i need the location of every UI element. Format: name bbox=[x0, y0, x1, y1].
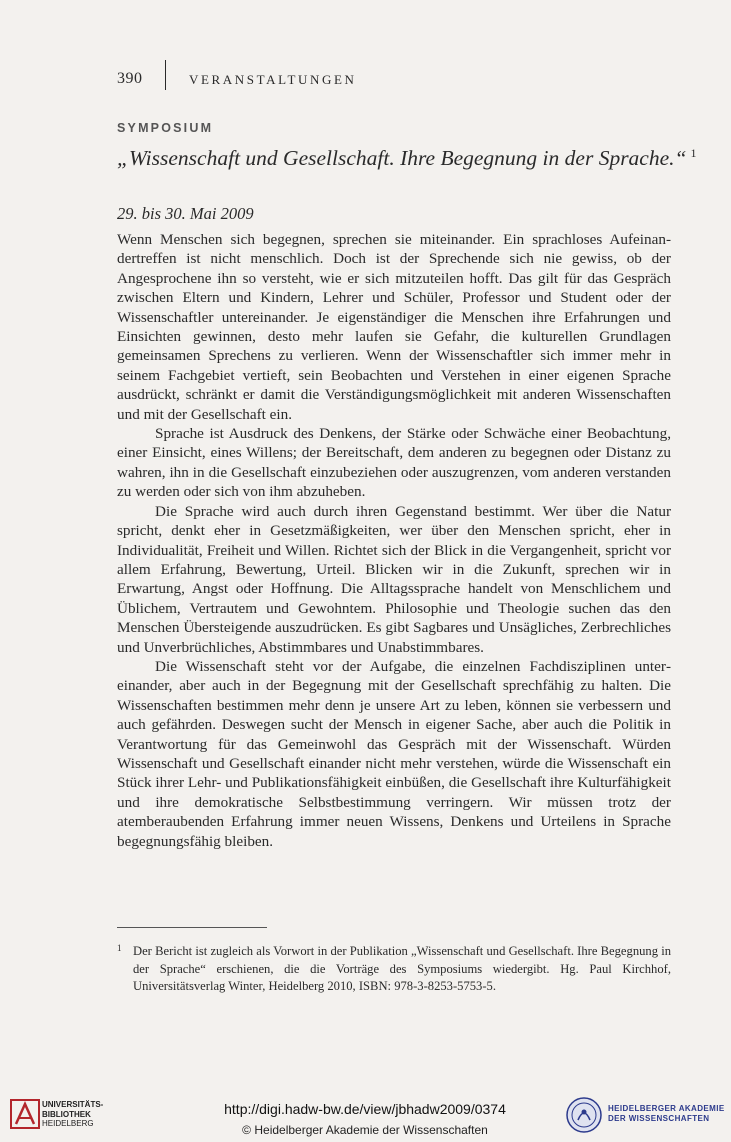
footnote-divider bbox=[117, 927, 267, 928]
footnote-text: Der Bericht ist zugleich als Vorwort in der Publikation „Wissenschaft und Gesellschaft. Ihre Begegnung in der Sprache“ erschienen, die die Vorträge des Symposiums wiedergibt. Hg. Paul Kirchhof, Universitätsverlag Winter, Heidelberg 2010, ISBN: 978-3-8253-5753-5. bbox=[133, 944, 671, 993]
library-name-line: HEIDELBERG bbox=[42, 1119, 94, 1128]
footnote-reference[interactable]: 1 bbox=[690, 146, 697, 160]
paragraph: Die Sprache wird auch durch ihren Gegenstand bestimmt. Wer über die Natur spricht, denkt eher in Gesetzmäßigkeiten, wer über den Menschen spricht, eher in Individualität, Freiheit und Willen. Richtet sich der Blick in die Vergangenheit, spricht vor allem Erfahrung, Bewertung, Urteil. Blicken wir in die Zukunft, sprechen wir in Erwartung, Angst oder Hoffnung. Die Alltagssprache handelt von Menschlichem und Üblichem, Vertrautem und Gewohntem. Philosophie und Theologie suchen das den Menschen Übersteigende auszudrücken. Es gibt Sagbares und Unsägliches, Zerbrechliches und Unverbrüchliches, Abstimmbares und Unabstimmbares. bbox=[117, 502, 671, 656]
university-library-name bbox=[42, 1100, 103, 1129]
event-date: 29. bis 30. Mai 2009 bbox=[117, 204, 254, 223]
paragraph: Die Wissenschaft steht vor der Aufgabe, die einzelnen Fachdisziplinen untereinander, aber auch in der Begegnung mit der Gesellschaft sprechfähig zu halten. Die Wissenschaften bestimmen mehr denn je unsere Art zu leben, können sie verbessern und auch gefährden. Deswegen sucht der Mensch in eigener Sache, aber auch die Politik in Verantwortung für das Gemeinwohl das Gespräch mit der Wissenschaft. Würden Wissenschaft und Gesellschaft einander nicht mehr verstehen, würde die Wissenschaft ein Stück ihrer Lehr- und Publikationsfähigkeit einbüßen, die Gesellschaft ihre Kulturfähigkeit und ihre demokratische Selbstbestimmung verringern. Wir müssen trotz der atemberaubenden Erfahrung immer neuen Wissens, Denkens und Urteilens in Sprache begegnungsfähig bleiben. bbox=[117, 657, 671, 850]
academy-name-line: HEIDELBERGER AKADEMIE bbox=[608, 1104, 725, 1113]
footnote-mark: 1 bbox=[117, 943, 122, 953]
running-head: VERANSTALTUNGEN bbox=[189, 72, 357, 87]
viewer-footer bbox=[0, 1090, 731, 1142]
academy-seal-icon[interactable] bbox=[565, 1096, 603, 1134]
library-name-line: UNIVERSITÄTS- bbox=[42, 1100, 104, 1109]
article-title bbox=[117, 146, 697, 171]
body-text bbox=[117, 230, 671, 851]
article-title-text: „Wissenschaft und Gesellschaft. Ihre Begegnung in der Sprache.“ bbox=[117, 146, 687, 171]
university-library-logo-icon[interactable] bbox=[8, 1096, 42, 1130]
page-number: 390 bbox=[117, 70, 143, 87]
footnote bbox=[117, 943, 671, 996]
paragraph: Wenn Menschen sich begegnen, sprechen sie miteinander. Ein sprachloses Aufeinandertreffen ist nicht menschlich. Doch ist der Sprechende sich nie gewiss, ob der Angesprochene ihn so versteht, wie er sich mitzuteilen hofft. Das gilt für das Gespräch zwischen Eltern und Kindern, Lehrer und Schüler, Professor und Student oder der Wissenschaftler untereinander. Je eigenständiger die Menschen ihre Erfahrungen und Einsichten gewinnen, desto mehr laufen sie Gefahr, die kulturellen Grundlagen gemeinsamen Sprechens zu verlieren. Wenn der Wissenschaftler sich immer mehr in seinem Fachgebiet vertieft, sein Beobachten und Verstehen in einer eigenen Sprache ausdrückt, schränkt er damit die Verständigungsmöglichkeit mit anderen Wissenschaften und mit der Gesellschaft ein. bbox=[117, 231, 671, 423]
paragraph: Sprache ist Ausdruck des Denkens, der Stärke oder Schwäche einer Beobachtung, einer Einsicht, eines Willens; der Bereitschaft, dem anderen zu begegnen oder Distanz zu wahren, ihn in die Gesellschaft einzubeziehen oder auszugrenzen, vom anderen verstanden zu werden oder sich von ihm abzuheben. bbox=[117, 425, 671, 501]
library-name-line: BIBLIOTHEK bbox=[42, 1109, 91, 1119]
section-label: SYMPOSIUM bbox=[117, 121, 214, 135]
header-divider bbox=[165, 60, 166, 90]
copyright-notice: © Heidelberger Akademie der Wissenschaften bbox=[242, 1123, 488, 1137]
academy-name bbox=[608, 1104, 725, 1124]
academy-name-line: DER WISSENSCHAFTEN bbox=[608, 1114, 710, 1123]
permalink-url[interactable]: http://digi.hadw-bw.de/view/jbhadw2009/0374 bbox=[224, 1101, 506, 1117]
